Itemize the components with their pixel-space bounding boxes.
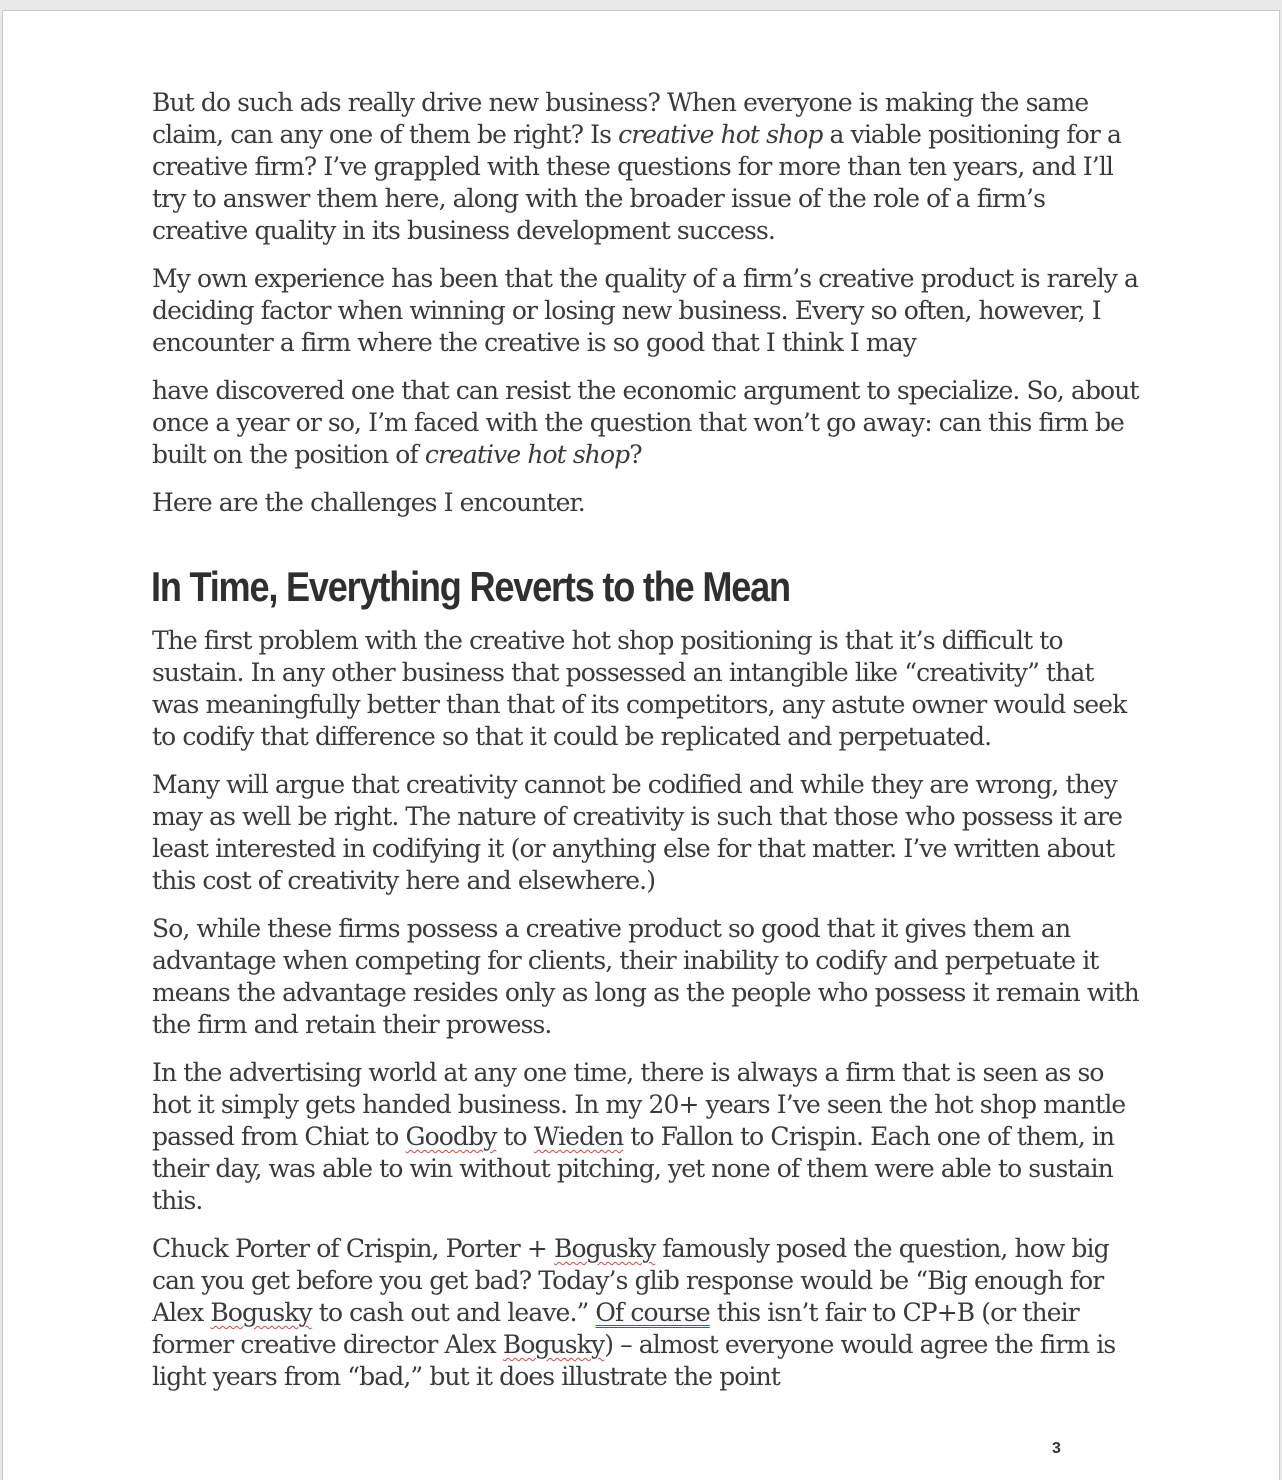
- paragraph: In the advertising world at any one time, there is always a firm that is seen as so hot it simply gets handed business. In my 20+ years I’ve seen the hot shop mantle passed from Chiat to Goodby to Wieden to Fallon to Crispin. Each one of them, in their day, was able to win without pitching, yet none of them were able to sustain this.: [152, 1058, 1126, 1215]
- paragraph: My own experience has been that the quality of a firm’s creative product is rarely a deciding factor when winning or losing new business. Every so often, however, I encounter a firm where the creative is so good that I think I may: [152, 264, 1139, 357]
- section-heading: In Time, Everything Reverts to the Mean: [151, 563, 790, 610]
- document-body-section: [152, 625, 1142, 1393]
- paragraph: But do such ads really drive new business? When everyone is making the same claim, can any one of them be right? Is creative hot shop a viable positioning for a creative firm? I’ve grappled with these questions for more than ten years, and I’ll try to answer them here, along with the broader issue of the role of a firm’s creative quality in its business development success.: [152, 88, 1122, 245]
- paragraph: The first problem with the creative hot shop positioning is that it’s difficult to sustain. In any other business that possessed an intangible like “creativity” that was meaningfully better than that of its competitors, any astute owner would seek to codify that difference so that it could be replicated and perpetuated.: [152, 626, 1127, 751]
- spelling-flag[interactable]: Bogusky: [210, 1298, 312, 1327]
- document-page: [2, 10, 1280, 1480]
- paragraph: Many will argue that creativity cannot be codified and while they are wrong, they may as well be right. The nature of creativity is such that those who possess it are least interested in codifying it (or anything else for that matter. I’ve written about this cost of creativity here and elsewhere.): [152, 770, 1122, 895]
- spelling-flag[interactable]: Bogusky: [553, 1234, 656, 1263]
- paragraph: have discovered one that can resist the economic argument to specialize. So, about once a year or so, I’m faced with the question that won’t go away: can this firm be built on the position of creative hot shop?: [152, 376, 1139, 469]
- grammar-flag[interactable]: Of course: [595, 1298, 710, 1327]
- paragraph: So, while these firms possess a creative product so good that it gives them an advantage when competing for clients, their inability to codify and perpetuate it means the advantage resides only as long as the people who possess it remain with the firm and retain their prowess.: [152, 914, 1139, 1039]
- paragraph: Chuck Porter of Crispin, Porter + Bogusky famously posed the question, how big can you get before you get bad? Today’s glib response would be “Big enough for Alex Bogusky to cash out and leave.” Of course this isn’t fair to CP+B (or their former creative director Alex Bogusky) – almost everyone would agree the firm is light years from “bad,” but it does illustrate the point: [152, 1234, 1116, 1391]
- spelling-flag[interactable]: Bogusky: [502, 1330, 605, 1359]
- spelling-flag[interactable]: Wieden: [533, 1122, 624, 1151]
- page-number: 3: [1052, 1440, 1061, 1457]
- spelling-flag[interactable]: Goodby: [405, 1122, 497, 1151]
- italic-term: creative hot shop: [424, 440, 630, 469]
- document-body-upper: [152, 87, 1142, 519]
- paragraph: Here are the challenges I encounter.: [152, 488, 585, 517]
- italic-term: creative hot shop: [618, 120, 823, 149]
